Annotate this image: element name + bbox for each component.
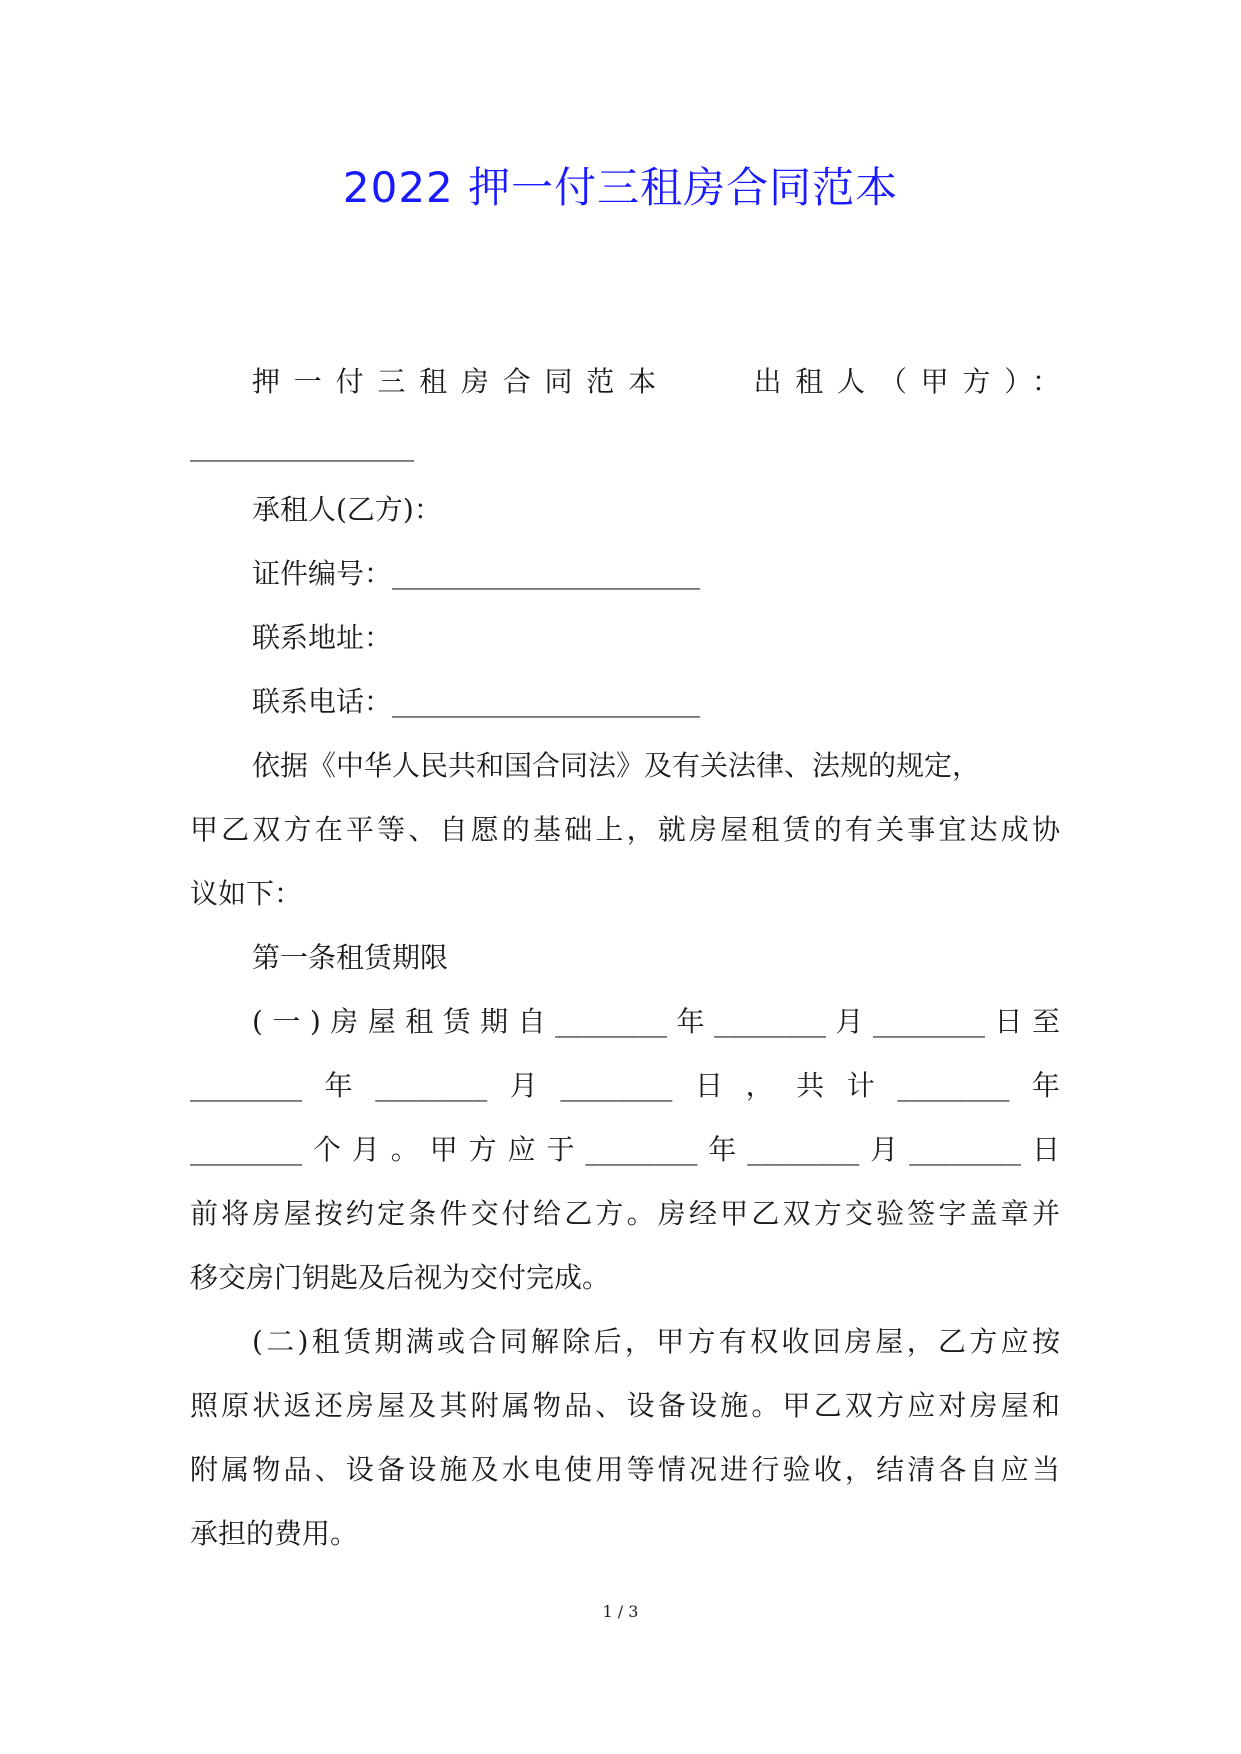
paragraph-line: 照原状返还房屋及其附属物品、设备设施。甲乙双方应对房屋和 <box>190 1389 1060 1422</box>
paragraph-line: 移交房门钥匙及后视为交付完成。 <box>190 1261 611 1294</box>
paragraph-line: 议如下： <box>190 877 303 910</box>
document-body <box>190 350 1060 1566</box>
address-line: 联系地址： <box>252 621 393 654</box>
id-number-line: 证件编号：______________________ <box>252 557 701 590</box>
party-a-blank: ________________ <box>190 429 414 462</box>
paragraph-line: (二)租赁期满或合同解除后，甲方有权收回房屋，乙方应按 <box>252 1325 1060 1358</box>
party-b-line: 承租人(乙方)： <box>252 493 442 526</box>
article-heading: 第一条租赁期限 <box>252 941 449 974</box>
paragraph-line: 依据《中华人民共和国合同法》及有关法律、法规的规定， <box>252 749 981 782</box>
phone-line: 联系电话：______________________ <box>252 685 701 718</box>
paragraph-line: ________个月。甲方应于________年________月________日 <box>190 1133 1060 1166</box>
paragraph-line: 附属物品、设备设施及水电使用等情况进行验收，结清各自应当 <box>190 1453 1060 1486</box>
document-title: 2022 押一付三租房合同范本 <box>342 163 899 212</box>
party-a-line: 押一付三租房合同范本 出租人（甲方）： <box>252 365 1060 398</box>
paragraph-line: 甲乙双方在平等、自愿的基础上，就房屋租赁的有关事宜达成协 <box>190 813 1060 846</box>
paragraph-line: 承担的费用。 <box>190 1517 359 1550</box>
paragraph-line: (一)房屋租赁期自________年________月________日至 <box>252 1005 1060 1038</box>
paragraph-line: 前将房屋按约定条件交付给乙方。房经甲乙双方交验签字盖章并 <box>190 1197 1060 1230</box>
paragraph-line: ________年________月________日，共计________年 <box>190 1069 1060 1102</box>
page-number: 1 / 3 <box>602 1602 639 1621</box>
